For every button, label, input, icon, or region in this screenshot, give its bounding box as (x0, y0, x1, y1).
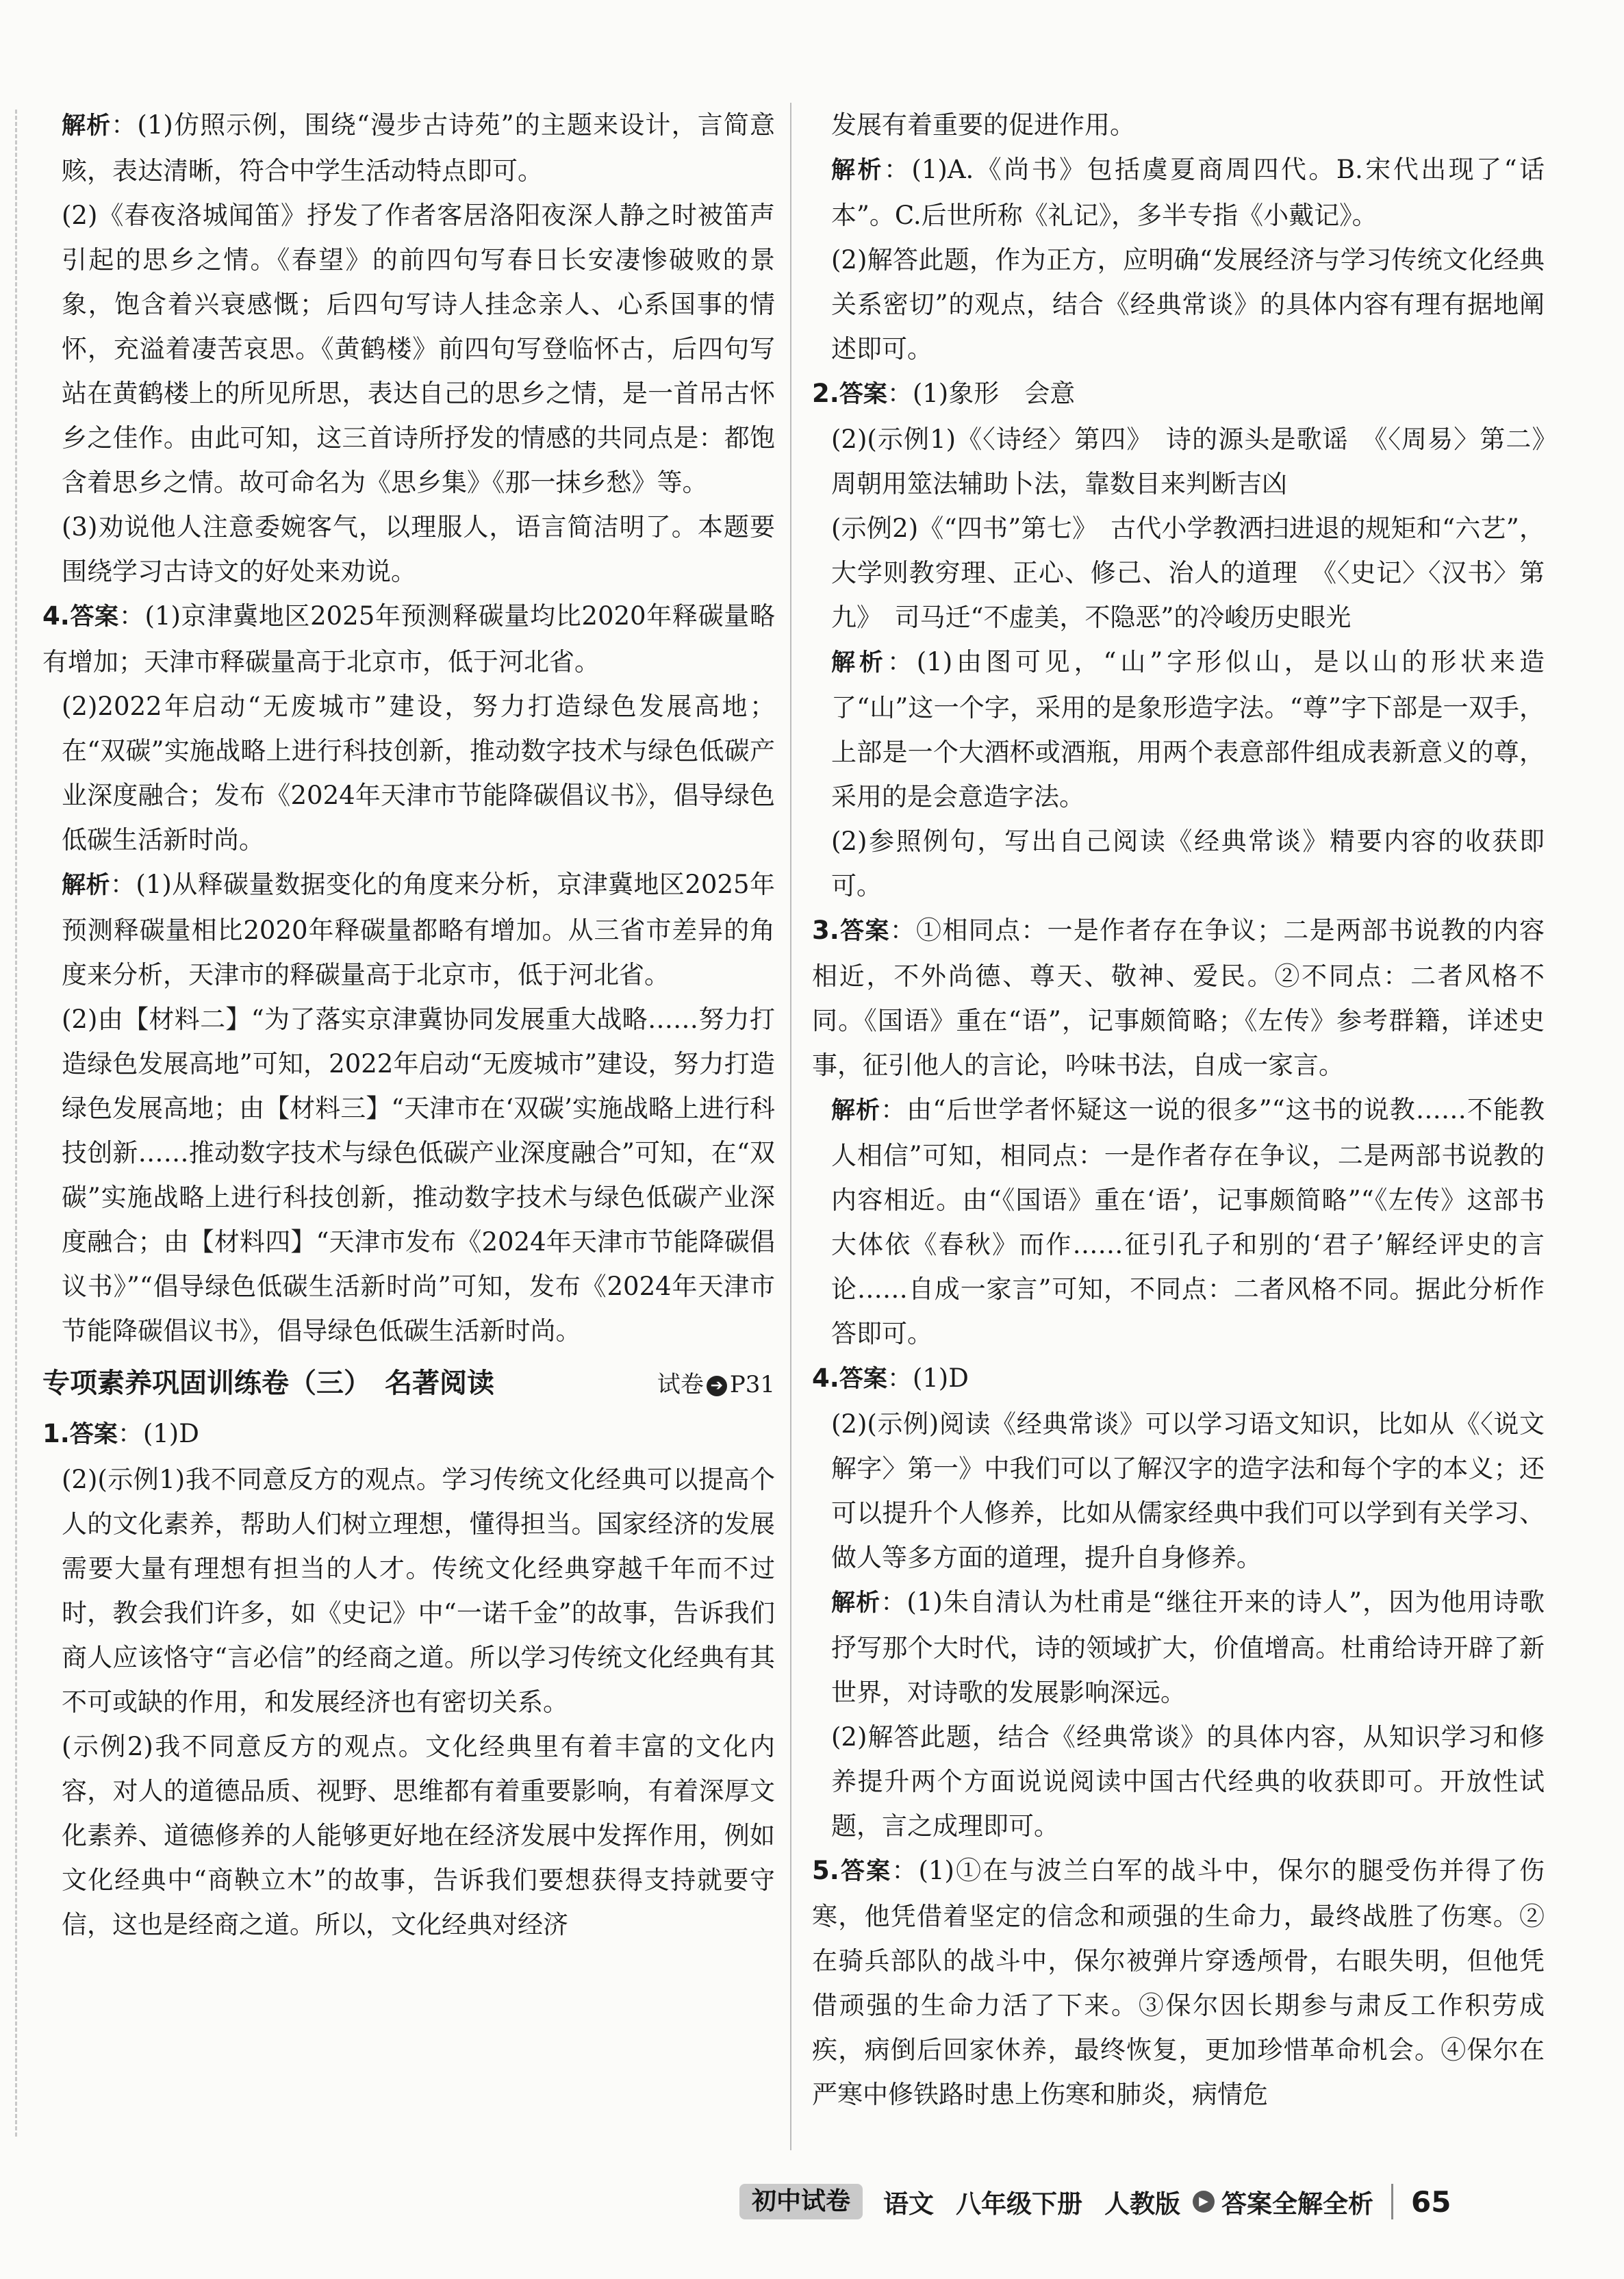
paragraph-text: (2)参照例句，写出自己阅读《经典常谈》精要内容的收获即可。 (831, 827, 1545, 901)
footer-grade: 八年级下册 (956, 2189, 1083, 2219)
analysis-label: 解析 (831, 1589, 881, 1617)
answer-paragraph (42, 594, 775, 684)
answer-label: 答案 (839, 1858, 892, 1885)
section-title: 专项素养巩固训练卷（三） 名著阅读 (42, 1368, 494, 1399)
text-paragraph (42, 1724, 775, 1947)
answer-paragraph (812, 1356, 1545, 1402)
analysis-paragraph (812, 1580, 1545, 1715)
text-paragraph (812, 238, 1545, 371)
footer-subject: 语文 (883, 2189, 935, 2219)
paragraph-text: (2)由【材料二】“为了落实京津冀协同发展重大战略……努力打造绿色发展高地”可知，2022年启动“无废城市”建设，努力打造绿色发展高地；由【材料三】“天津市在‘双碳’实施战略上进行科技创新……推动数字技术与绿色低碳产业深度融合”可知，在“双碳”实施战略上进行科技创新，推动数字技术与绿色低碳产业深度融合；由【材料四】“天津市发布《2024年天津市节能降碳倡议书》”“倡导绿色低碳生活新时尚”可知，发布《2024年天津市节能降碳倡议书》，倡导绿色低碳生活新时尚。 (62, 1005, 775, 1346)
paragraph-text: ：①相同点：一是作者存在争议；二是两部书说教的内容相近，不外尚德、尊天、敬神、爱民。②不同点：二者风格不同。《国语》重在“语”，记事颇简略；《左传》参考群籍，详述史事，征引他人的言论，吟味书法，自成一家言。 (812, 916, 1545, 1080)
analysis-label: 解析 (62, 872, 110, 899)
paragraph-text: ：由“后世学者怀疑这一说的很多”“这书的说教……不能教人相信”可知，相同点：一是作者存在争议，二是两部书说教的内容相近。由“《国语》重在‘语’，记事颇简略”“《左传》这部书大体依《春秋》而作……征引孔子和别的‘君子’解经评史的言论……自成一家言”可知，不同点：二者风格不同。据此分析作答即可。 (831, 1095, 1545, 1348)
paragraph-text: ：(1)D (117, 1419, 199, 1448)
paragraph-text: (2)2022年启动“无废城市”建设，努力打造绿色发展高地；在“双碳”实施战略上进行科技创新，推动数字技术与绿色低碳产业深度融合；发布《2024年天津市节能降碳倡议书》，倡导绿色低碳生活新时尚。 (62, 692, 775, 855)
text-paragraph (812, 1715, 1545, 1848)
answer-label: 答案 (839, 918, 890, 945)
paragraph-text: (示例2)我不同意反方的观点。文化经典里有着丰富的文化内容，对人的道德品质、视野、思维都有着重要影响，有着深厚文化素养、道德修养的人能够更好地在经济发展中发挥作用，例如文化经典中“商鞅立木”的故事，告诉我们要想获得支持就要守信，这也是经商之道。所以，文化经典对经济 (62, 1732, 775, 1939)
analysis-paragraph (812, 640, 1545, 819)
left-column (42, 103, 775, 1947)
answer-paragraph (812, 371, 1545, 417)
text-paragraph (42, 505, 775, 594)
paragraph-text: ：(1)京津冀地区2025年预测释碳量均比2020年释碳量略有增加；天津市释碳量高于北京市，低于河北省。 (42, 601, 775, 677)
text-paragraph (812, 103, 1545, 147)
answer-label: 答案 (839, 1365, 887, 1393)
section-ref-label: 试卷 (657, 1371, 704, 1398)
text-paragraph (812, 417, 1570, 506)
paragraph-text: (2)《春夜洛城闻笛》抒发了作者客居洛阳夜深人静之时被笛声引起的思乡之情。《春望》的前四句写春日长安凄惨破败的景象，饱含着兴衰感慨；后四句写诗人挂念亲人、心系国事的情怀，充溢着凄苦哀思。《黄鹤楼》前四句写登临怀古，后四句写站在黄鹤楼上的所见所思，表达自己的思乡之情，是一首吊古怀乡之佳作。由此可知，这三首诗所抒发的情感的共同点是：都饱含着思乡之情。故可命名为《思乡集》《那一抹乡愁》等。 (62, 201, 775, 497)
footer-separator (1391, 2184, 1393, 2219)
paragraph-text: (2)解答此题，作为正方，应明确“发展经济与学习传统文化经典关系密切”的观点，结合《经典常谈》的具体内容有理有据地阐述即可。 (831, 245, 1545, 364)
footer-brand: 初中试卷 (739, 2184, 863, 2219)
play-icon: ▶ (1193, 2191, 1215, 2213)
analysis-paragraph (812, 147, 1545, 238)
question-number: 2. (812, 379, 839, 408)
paragraph-text: (2)(示例)阅读《经典常谈》可以学习语文知识，比如从《〈说文解字〉第一》中我们可以了解汉字的造字法和每个字的本义；还可以提升个人修养，比如从儒家经典中我们可以学到有关学习、做人等多方面的道理，提升自身修养。 (831, 1409, 1545, 1572)
binding-line (15, 110, 18, 2137)
paragraph-text: (2)(示例1)我不同意反方的观点。学习传统文化经典可以提高个人的文化素养，帮助人们树立理想，懂得担当。国家经济的发展需要大量有理想有担当的人才。传统文化经典穿越千年而不过时，教会我们许多，如《史记》中“一诺千金”的故事，告诉我们商人应该恪守“言必信”的经商之道。所以学习传统文化经典有其不可或缺的作用，和发展经济也有密切关系。 (62, 1465, 775, 1717)
paragraph-text: ：(1)仿照示例，围绕“漫步古诗苑”的主题来设计，言简意赅，表达清晰，符合中学生活动特点即可。 (62, 110, 775, 186)
page-footer (739, 2181, 1451, 2222)
answer-label: 答案 (69, 603, 119, 631)
paragraph-text: ：(1)①在与波兰白军的战斗中，保尔的腿受伤并得了伤寒，他凭借着坚定的信念和顽强的生命力，最终战胜了伤寒。②在骑兵部队的战斗中，保尔被弹片穿透颅骨，右眼失明，但他凭借顽强的生命力活了下来。③保尔因长期参与肃反工作积劳成疾，病倒后回家休养，最终恢复，更加珍惜革命机会。④保尔在严寒中修铁路时患上伤寒和肺炎，病情危 (812, 1856, 1545, 2109)
text-paragraph (42, 997, 775, 1353)
arrow-right-icon: ➔ (707, 1376, 727, 1396)
analysis-label: 解析 (831, 649, 887, 677)
answer-paragraph (42, 1411, 775, 1457)
question-number: 4. (812, 1363, 839, 1393)
text-paragraph (812, 506, 1545, 640)
footer-desc: 答案全解全析 (1221, 2189, 1374, 2219)
text-paragraph (42, 1457, 775, 1724)
answer-paragraph (812, 1848, 1545, 2117)
answer-paragraph (812, 908, 1545, 1087)
paragraph-text: ：(1)象形 会意 (887, 379, 1076, 408)
paragraph-text: ：(1)由图可见，“山”字形似山，是以山的形状来造了“山”这一个字，采用的是象形造字法。“尊”字下部是一双手，上部是一个大酒杯或酒瓶，用两个表意部件组成表新意义的尊，采用的是会意造字法。 (831, 647, 1545, 811)
answer-label: 答案 (69, 1421, 118, 1448)
footer-edition: 人教版 (1104, 2189, 1181, 2219)
paragraph-text: ：(1)D (887, 1363, 969, 1393)
text-paragraph (42, 684, 775, 862)
right-column (812, 103, 1570, 2117)
question-number: 4. (42, 601, 70, 631)
paragraph-text: (2)解答此题，结合《经典常谈》的具体内容，从知识学习和修养提升两个方面说说阅读中国古代经典的收获即可。开放性试题，言之成理即可。 (831, 1722, 1545, 1841)
paragraph-text: (2)(示例1)《〈诗经〉第四》 诗的源头是歌谣 《〈周易〉第二》 周朝用筮法辅助卜法，靠数目来判断吉凶 (831, 425, 1570, 499)
analysis-label: 解析 (831, 157, 884, 184)
analysis-label: 解析 (831, 1097, 881, 1124)
section-ref-page: P31 (729, 1371, 775, 1398)
question-number: 1. (42, 1419, 70, 1448)
section-heading (42, 1361, 775, 1407)
paragraph-text: 发展有着重要的促进作用。 (831, 110, 1135, 140)
paragraph-text: (3)劝说他人注意委婉客气，以理服人，语言简洁明了。本题要围绕学习古诗文的好处来劝说。 (62, 512, 775, 586)
page-number: 65 (1411, 2184, 1451, 2219)
analysis-label: 解析 (62, 112, 112, 140)
analysis-paragraph (812, 1087, 1545, 1356)
text-paragraph (42, 193, 775, 505)
question-number: 5. (812, 1856, 839, 1885)
section-ref (657, 1363, 775, 1407)
paragraph-text: ：(1)朱自清认为杜甫是“继往开来的诗人”，因为他用诗歌抒写那个大时代，诗的领域扩大，价值增高。杜甫给诗开辟了新世界，对诗歌的发展影响深远。 (831, 1587, 1545, 1707)
answer-label: 答案 (839, 381, 887, 408)
analysis-paragraph (42, 103, 775, 193)
question-number: 3. (812, 916, 839, 945)
paragraph-text: ：(1)从释碳量数据变化的角度来分析，京津冀地区2025年预测释碳量相比2020年释碳量都略有增加。从三省市差异的角度来分析，天津市的释碳量高于北京市，低于河北省。 (62, 870, 775, 990)
text-paragraph (812, 819, 1545, 908)
paragraph-text: (示例2)《“四书”第七》 古代小学教洒扫进退的规矩和“六艺”，大学则教穷理、正心、修己、治人的道理 《〈史记〉〈汉书〉第九》 司马迁“不虚美，不隐恶”的冷峻历史眼光 (831, 514, 1545, 632)
text-paragraph (812, 1402, 1545, 1580)
paragraph-text: ：(1)A.《尚书》包括虞夏商周四代。B.宋代出现了“话本”。C.后世所称《礼记》，多半专指《小戴记》。 (831, 155, 1545, 230)
column-divider (790, 103, 791, 2150)
analysis-paragraph (42, 862, 775, 997)
